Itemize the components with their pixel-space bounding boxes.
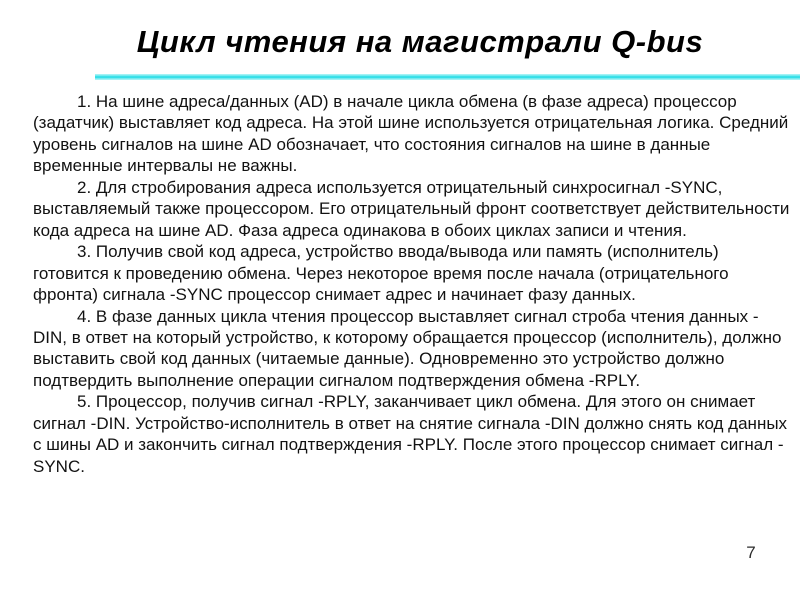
slide-title: Цикл чтения на магистрали Q-bus [136, 24, 704, 59]
paragraph-5: 5. Процессор, получив сигнал -RPLY, заканчивает цикл обмена. Для этого он снимает сигнал -DIN. Устройство-исполнитель в ответ на снятие сигнала -DIN должно снять код данных с шины AD и закончить сигнал подтверждения -RPLY. После этого процессор снимает сигнал -SYNC. [33, 392, 788, 476]
paragraph-2: 2. Для стробирования адреса используется отрицательный синхросигнал -SYNC, выставляемый также процессором. Его отрицательный фронт соответствует действительности кода адреса на шине AD. Фаза адреса одинакова в обоих циклах записи и чтения. [33, 177, 790, 240]
paragraph-3: 3. Получив свой код адреса, устройство ввода/вывода или память (исполнитель) готовится к проведению обмена. Через некоторое время после начала (отрицательного фронта) сигнала -SYNC процессор снимает адрес и начинает фазу данных. [33, 242, 729, 305]
paragraph-1: 1. На шине адреса/данных (AD) в начале цикла обмена (в фазе адреса) процессор (задатчик) выставляет код адреса. На этой шине используется отрицательная логика. Средний уровень сигналов на шине AD обозначает, что состояния сигналов на шине в данные временные интервалы не важны. [33, 92, 789, 176]
slide-body [33, 91, 791, 477]
page-number: 7 [746, 543, 756, 562]
title-underline-rule [95, 74, 800, 80]
paragraph-4: 4. В фазе данных цикла чтения процессор выставляет сигнал строба чтения данных -DIN, в ответ на который устройство, к которому обращается процессор (исполнитель), должно выставить свой код данных (читаемые данные). Одновременно это устройство должно подтвердить выполнение операции сигналом подтверждения обмена -RPLY. [33, 306, 782, 390]
